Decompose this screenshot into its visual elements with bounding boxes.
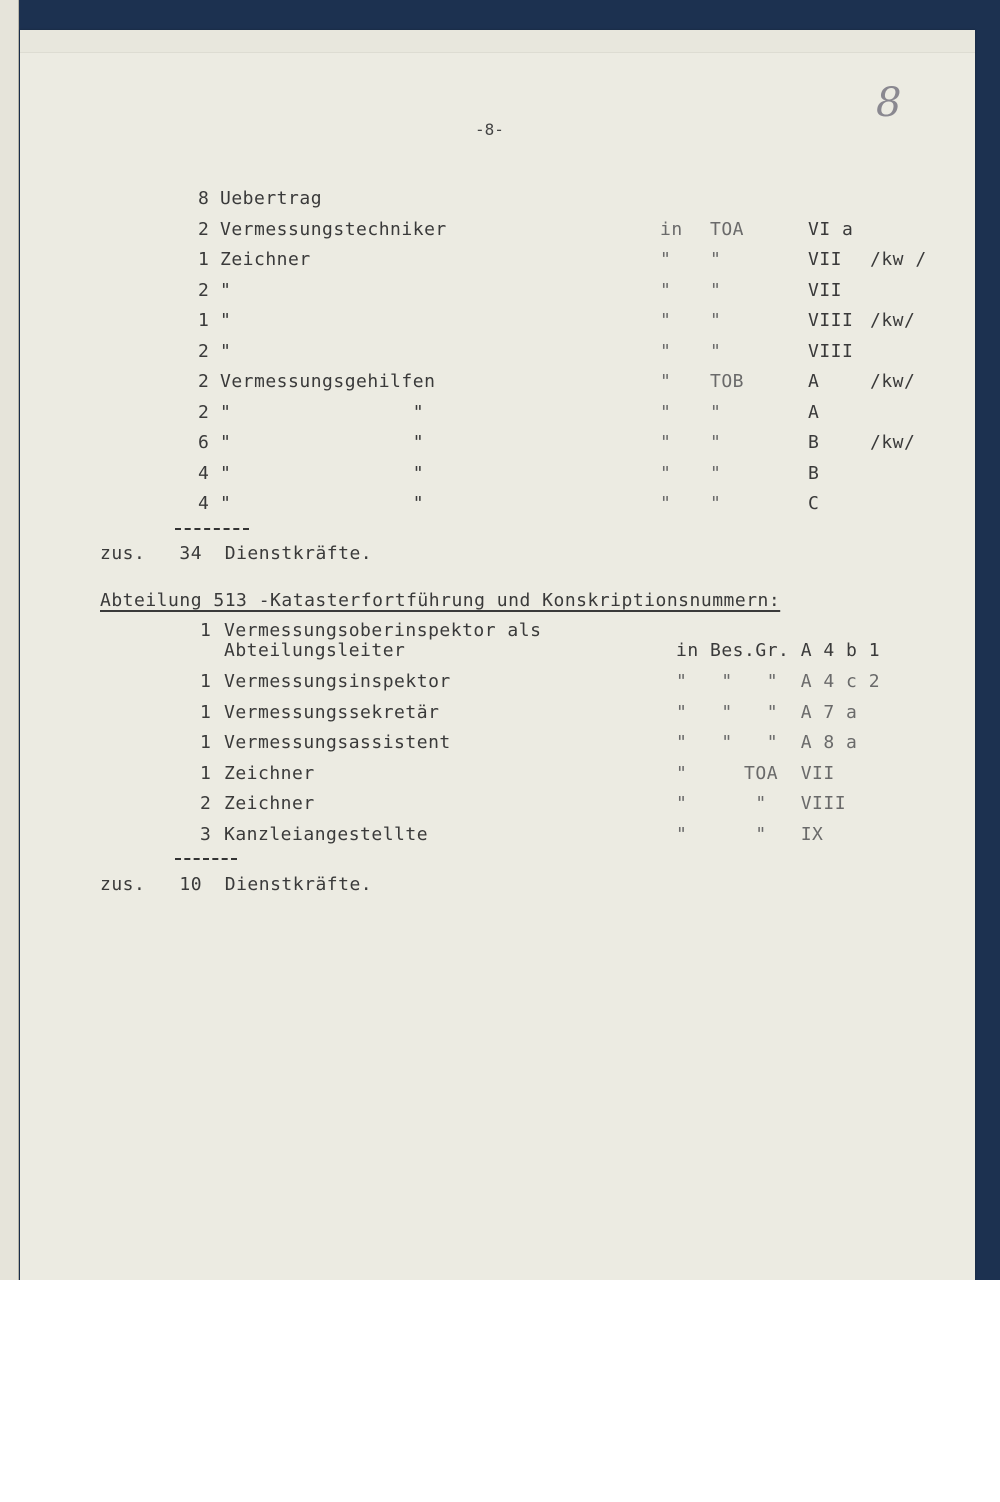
total-text: Dienstkräfte. bbox=[224, 874, 373, 895]
block1-row-3-group: " bbox=[710, 249, 722, 270]
block1-row-11-ref: " bbox=[660, 493, 672, 514]
block1-row-7-grade: A bbox=[808, 371, 820, 392]
block1-row-9-count: 6 bbox=[198, 432, 210, 453]
block2-row-3-count: 1 bbox=[200, 701, 212, 723]
block2-row-1-title-line2: Abteilungsleiter bbox=[224, 640, 406, 661]
block2-row-4-ref: " " " A 8 a bbox=[676, 732, 858, 753]
total-row-1 bbox=[100, 545, 372, 563]
block2-row-2-count: 1 bbox=[200, 671, 212, 692]
block1-row-3-grade: VII bbox=[808, 249, 843, 270]
total-count: 34 bbox=[179, 543, 203, 564]
block1-row-7-ref: " bbox=[660, 371, 672, 392]
block1-row-7-title: Vermessungsgehilfen bbox=[220, 371, 436, 392]
block1-row-8-ref: " bbox=[660, 401, 672, 423]
block1-row-8-count: 2 bbox=[198, 401, 210, 423]
block1-row-7-count: 2 bbox=[198, 371, 210, 392]
block2-row-5-title: Zeichner bbox=[224, 762, 315, 784]
block1-row-8-title: " " bbox=[220, 401, 425, 423]
block1-row-4-grade: VII bbox=[808, 279, 843, 301]
block1-row-3-count: 1 bbox=[198, 249, 210, 270]
block1-row-7-group: TOB bbox=[710, 371, 745, 392]
block1-row-11-group: " bbox=[710, 493, 722, 514]
block1-row-4-title: " bbox=[220, 279, 232, 301]
block1-row-2-count: 2 bbox=[198, 218, 210, 240]
block1-row-10-count: 4 bbox=[198, 462, 210, 484]
block2-row-7-ref: " " IX bbox=[676, 823, 824, 845]
block2-row-6-ref: " " VIII bbox=[676, 793, 847, 814]
handwritten-page-number: 8 bbox=[876, 80, 902, 126]
block1-row-4-ref: " bbox=[660, 279, 672, 301]
sum-rule-1 bbox=[175, 528, 249, 530]
section-heading: Abteilung 513 -Katasterfortführung und Konskriptionsnummern: bbox=[100, 590, 781, 611]
block2-row-5-count: 1 bbox=[200, 762, 212, 784]
block1-row-5-grade: VIII bbox=[808, 310, 854, 331]
block1-row-9-ref: " bbox=[660, 432, 672, 453]
block1-row-5-ref: " bbox=[660, 310, 672, 331]
block2-row-7-title: Kanzleiangestellte bbox=[224, 823, 429, 845]
sum-rule-2 bbox=[175, 858, 237, 860]
block1-row-10-group: " bbox=[710, 462, 722, 484]
block1-row-11-title: " " bbox=[220, 493, 425, 514]
block2-row-2-ref: " " " A 4 c 2 bbox=[676, 671, 881, 692]
total-text: Dienstkräfte. bbox=[224, 543, 373, 564]
block1-row-8-grade: A bbox=[808, 401, 820, 423]
total-label: zus. bbox=[100, 543, 146, 564]
block1-row-4-count: 2 bbox=[198, 279, 210, 301]
block2-row-6-count: 2 bbox=[200, 793, 212, 814]
block1-row-10-title: " " bbox=[220, 462, 425, 484]
block1-row-11-grade: C bbox=[808, 493, 820, 514]
total-count: 10 bbox=[179, 874, 203, 895]
document-page bbox=[20, 30, 975, 1280]
block1-row-3-title: Zeichner bbox=[220, 249, 311, 270]
block1-row-2-grade: VI a bbox=[808, 218, 854, 240]
block2-row-6-title: Zeichner bbox=[224, 793, 315, 814]
block2-row-3-ref: " " " A 7 a bbox=[676, 701, 858, 723]
block2-row-3-title: Vermessungssekretär bbox=[224, 701, 440, 723]
block1-row-9-note: /kw/ bbox=[870, 432, 916, 453]
block1-row-6-title: " bbox=[220, 340, 232, 362]
block1-row-1-count: 8 bbox=[198, 188, 210, 209]
block1-row-1-title: Uebertrag bbox=[220, 188, 323, 209]
block1-row-9-grade: B bbox=[808, 432, 820, 453]
block2-row-4-title: Vermessungsassistent bbox=[224, 732, 451, 753]
total-row-2 bbox=[100, 876, 372, 894]
block1-row-10-grade: B bbox=[808, 462, 820, 484]
page-number: -8- bbox=[475, 120, 504, 139]
block1-row-7-note: /kw/ bbox=[870, 371, 916, 392]
block1-row-6-grade: VIII bbox=[808, 340, 854, 362]
block2-row-1-title-line1: Vermessungsoberinspektor als bbox=[224, 620, 542, 641]
block2-row-7-count: 3 bbox=[200, 823, 212, 845]
block2-row-2-title: Vermessungsinspektor bbox=[224, 671, 451, 692]
block1-row-2-title: Vermessungstechniker bbox=[220, 218, 447, 240]
block2-row-5-ref: " TOA VII bbox=[676, 762, 835, 784]
block2-row-4-count: 1 bbox=[200, 732, 212, 753]
block1-row-4-group: " bbox=[710, 279, 722, 301]
block1-row-2-ref: in bbox=[660, 218, 683, 240]
block1-row-10-ref: " bbox=[660, 462, 672, 484]
block1-row-6-ref: " bbox=[660, 340, 672, 362]
block2-row-1-count: 1 bbox=[200, 620, 212, 641]
block1-row-9-group: " bbox=[710, 432, 722, 453]
adjacent-page-edge bbox=[0, 0, 19, 1280]
block1-row-2-group: TOA bbox=[710, 218, 745, 240]
block1-row-5-group: " bbox=[710, 310, 722, 331]
block1-row-6-count: 2 bbox=[198, 340, 210, 362]
block1-row-3-ref: " bbox=[660, 249, 672, 270]
block1-row-5-note: /kw/ bbox=[870, 310, 916, 331]
block1-row-5-count: 1 bbox=[198, 310, 210, 331]
block1-row-11-count: 4 bbox=[198, 493, 210, 514]
block1-row-5-title: " bbox=[220, 310, 232, 331]
block2-row-1-ref: in Bes.Gr. A 4 b 1 bbox=[676, 640, 881, 661]
block1-row-9-title: " " bbox=[220, 432, 425, 453]
block1-row-3-note: /kw / bbox=[870, 249, 927, 270]
block1-row-6-group: " bbox=[710, 340, 722, 362]
block1-row-8-group: " bbox=[710, 401, 722, 423]
total-label: zus. bbox=[100, 874, 146, 895]
